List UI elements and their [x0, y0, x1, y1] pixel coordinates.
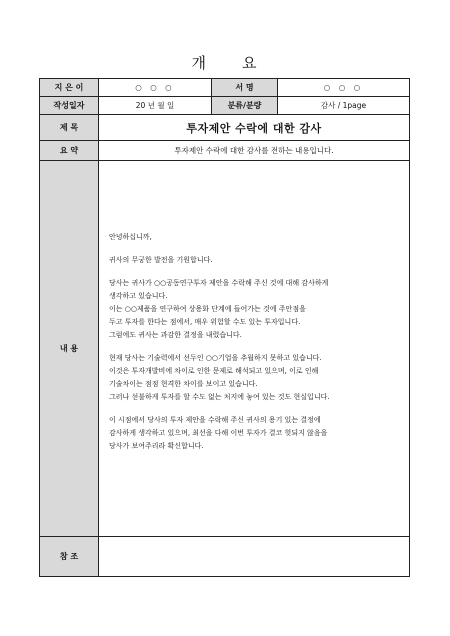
category-value[interactable]: 감사 / 1page: [278, 97, 410, 115]
category-label: 분류/분량: [212, 97, 278, 115]
content-label: 내 용: [40, 161, 99, 537]
reference-row: [40, 537, 410, 577]
content-paragraph: [109, 231, 401, 244]
content-line: 기술차이는 점점 현격한 차이를 보이고 있습니다.: [109, 380, 258, 388]
content-line: 두고 투자를 한다는 점에서, 매우 위험할 수도 있는 투자입니다.: [109, 318, 301, 326]
content-paragraph: [109, 414, 401, 453]
subject-label: 제 목: [40, 115, 99, 141]
signature-label: 서 명: [212, 79, 278, 97]
content-paragraph: [109, 254, 401, 267]
content-text: [99, 161, 409, 453]
summary-value[interactable]: 투자제안 수락에 대한 감사를 전하는 내용입니다.: [99, 141, 410, 161]
content-line: 이것은 투자개발비에 차이로 인한 문제로 해석되고 있으며, 이로 인해: [109, 367, 319, 375]
author-label: 지 은 이: [40, 79, 99, 97]
document-title: [0, 52, 450, 73]
subject-text: 투자제안 수락에 대한 감사: [186, 121, 322, 135]
title-part-2: 요: [242, 54, 259, 72]
date-label: 작성일자: [40, 97, 99, 115]
content-line: 감사하게 생각하고 있으며, 최선을 다해 이번 투자가 결코 헛되지 않음을: [109, 429, 328, 437]
summary-label: 요 약: [40, 141, 99, 161]
content-line: 이 시점에서 당사의 투자 제안을 수락해 주신 귀사의 용기 있는 결정에: [109, 416, 321, 424]
reference-label: 참 조: [40, 537, 99, 577]
author-value[interactable]: ○ ○ ○: [99, 79, 212, 97]
reference-value[interactable]: [99, 537, 410, 577]
content-line: 당사는 귀사가 ○○공동연구투자 제안을 수락해 주신 것에 대해 감사하게: [109, 279, 329, 287]
content-line: 그러나 섣불하게 투자를 할 수도 없는 처지에 놓여 있는 것도 현실입니다.: [109, 393, 330, 401]
content-line: 그럼에도 귀사는 과감한 결정을 내렸습니다.: [109, 331, 242, 339]
date-value[interactable]: 20 년 월 일: [99, 97, 212, 115]
summary-row: [40, 141, 410, 161]
subject-row: [40, 115, 410, 141]
content-body[interactable]: [99, 161, 410, 537]
content-line: 안녕하십니까,: [109, 233, 152, 241]
author-row: [40, 79, 410, 97]
summary-form-table: [39, 78, 410, 577]
signature-value[interactable]: ○ ○ ○: [278, 79, 410, 97]
content-line: 귀사의 무궁한 발전을 기원합니다.: [109, 256, 213, 264]
content-line: 현재 당사는 기술력에서 선두인 ○○기업을 추월하지 못하고 있습니다.: [109, 354, 322, 362]
title-part-1: 개: [191, 54, 208, 72]
content-row: [40, 161, 410, 537]
content-paragraph: [109, 352, 401, 404]
content-paragraph: [109, 277, 401, 342]
date-row: [40, 97, 410, 115]
content-line: 당사가 보여주리라 확신합니다.: [109, 442, 204, 450]
subject-value[interactable]: [99, 115, 410, 141]
content-line: 생각하고 있습니다.: [109, 292, 168, 300]
content-line: 이는 ○○제품을 연구하여 상용화 단계에 들어가는 것에 주안점을: [109, 305, 306, 313]
